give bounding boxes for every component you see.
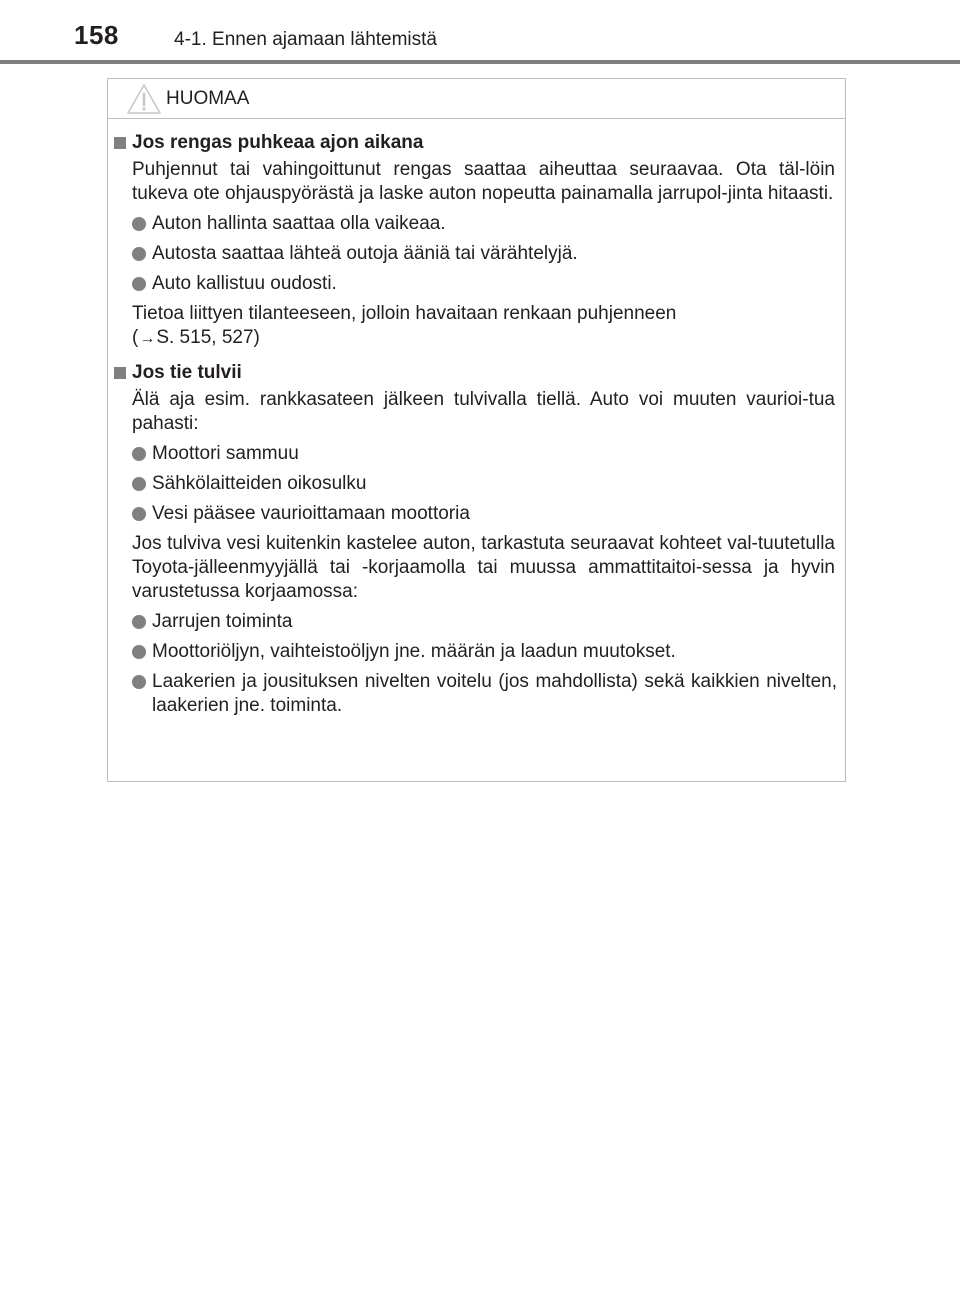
circle-bullet-icon [132, 277, 146, 291]
square-bullet-icon [114, 367, 126, 379]
list-item [152, 502, 837, 526]
reference-paragraph [132, 302, 835, 351]
list-item [152, 610, 837, 634]
square-bullet-icon [114, 137, 126, 149]
list-item [152, 212, 837, 236]
reference-open-paren: ( [132, 327, 139, 348]
list-item-text: Vesi pääsee vaurioittamaan moottoria [152, 503, 470, 524]
notice-body [108, 131, 845, 724]
circle-bullet-icon [132, 477, 146, 491]
list-item [152, 442, 837, 466]
arrow-right-icon: → [139, 330, 156, 347]
reference-text: Tietoa liittyen tilanteeseen, jolloin havaitaan renkaan puhjenneen [132, 303, 677, 324]
circle-bullet-icon [132, 645, 146, 659]
list-item-text: Auto kallistuu oudosti. [152, 273, 337, 294]
notice-label: HUOMAA [166, 88, 250, 109]
circle-bullet-icon [132, 615, 146, 629]
section-heading-flooded-road [108, 361, 845, 385]
list-item-text: Moottoriöljyn, vaihteistoöljyn jne. määrän ja laadun muutokset. [152, 641, 676, 662]
list-item-text: Sähkölaitteiden oikosulku [152, 473, 367, 494]
section-heading-text: Jos tie tulvii [132, 362, 242, 383]
notice-box [107, 78, 846, 782]
list-item-text: Moottori sammuu [152, 443, 299, 464]
section-title: 4-1. Ennen ajamaan lähtemistä [174, 29, 437, 50]
section-heading-text: Jos rengas puhkeaa ajon aikana [132, 132, 424, 153]
list-item [152, 272, 837, 296]
circle-bullet-icon [132, 247, 146, 261]
section-heading-flat-tire [108, 131, 845, 155]
list-item [152, 242, 837, 266]
page-reference-link[interactable]: S. 515, 527) [156, 327, 260, 348]
list-item [152, 640, 837, 664]
circle-bullet-icon [132, 217, 146, 231]
page-number: 158 [74, 20, 119, 50]
notice-header [108, 79, 845, 119]
circle-bullet-icon [132, 507, 146, 521]
header-rule [0, 60, 960, 64]
circle-bullet-icon [132, 447, 146, 461]
list-item-text: Jarrujen toiminta [152, 611, 293, 632]
paragraph: Älä aja esim. rankkasateen jälkeen tulvivalla tiellä. Auto voi muuten vaurioi-tua pahasti: [132, 389, 835, 434]
paragraph: Puhjennut tai vahingoittunut rengas saattaa aiheuttaa seuraavaa. Ota täl-löin tukeva ote ohjauspyörästä ja laske auton nopeutta painamalla jarrupol-jinta hitaasti. [132, 159, 835, 204]
list-item-text: Auton hallinta saattaa olla vaikeaa. [152, 213, 446, 234]
list-item [152, 670, 837, 718]
page-header [0, 0, 960, 64]
list-item [152, 472, 837, 496]
warning-triangle-icon [126, 83, 162, 115]
list-item-text: Laakerien ja jousituksen nivelten voitelu (jos mahdollista) sekä kaikkien nivelten, laakerien jne. toiminta. [152, 671, 837, 716]
circle-bullet-icon [132, 675, 146, 689]
list-item-text: Autosta saattaa lähteä outoja ääniä tai värähtelyjä. [152, 243, 578, 264]
paragraph: Jos tulviva vesi kuitenkin kastelee auton, tarkastuta seuraavat kohteet val-tuutetulla Toyota-jälleenmyyjällä tai -korjaamolla tai muussa ammattitaitoi-sessa ja hyvin varustetussa korjaamossa: [132, 533, 835, 602]
